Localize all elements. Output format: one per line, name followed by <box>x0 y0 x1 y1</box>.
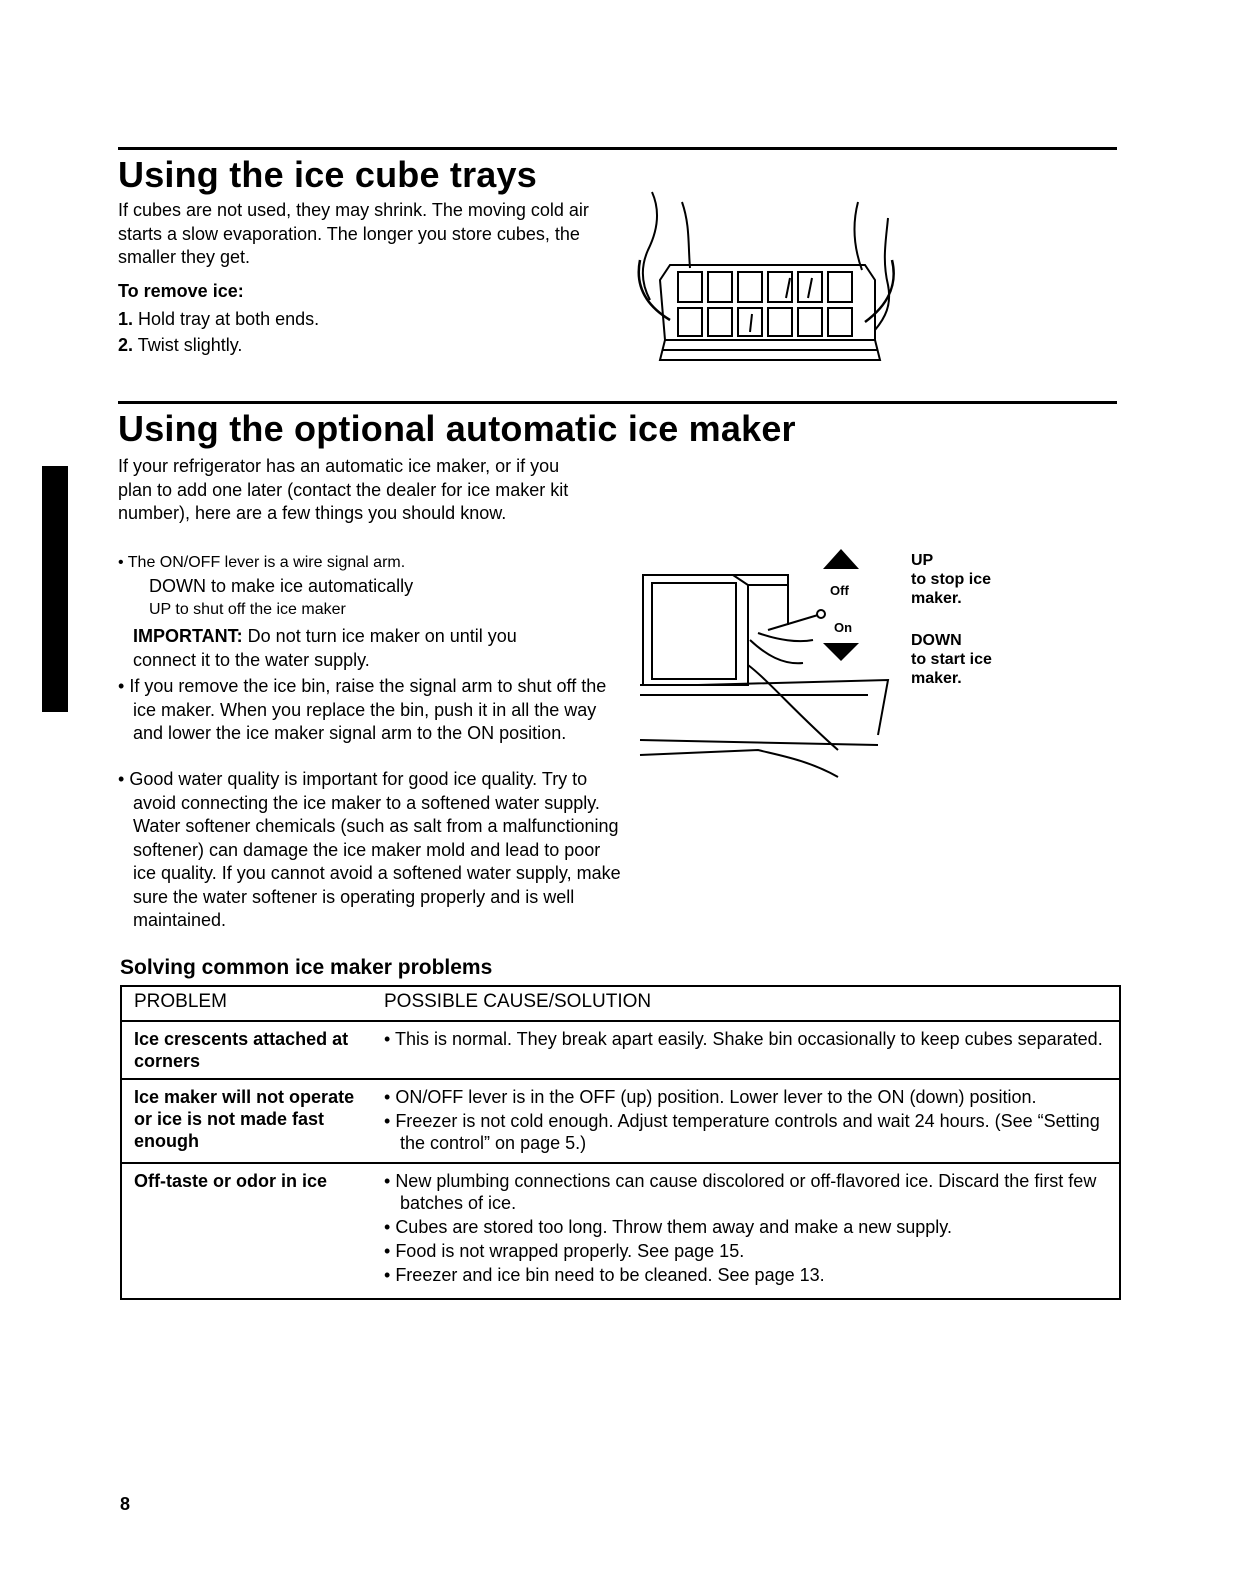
section-title-ice-trays: Using the ice cube trays <box>118 154 537 195</box>
remove-ice-heading: To remove ice: <box>118 281 244 301</box>
section-tab-marker <box>42 466 68 712</box>
table-row <box>121 1079 1120 1163</box>
solution-item: • Food is not wrapped properly. See page 15. <box>384 1240 1105 1262</box>
solution-item: • This is normal. They break apart easily. Shake bin occasionally to keep cubes separated. <box>384 1028 1105 1050</box>
bullet-onoff-lever: • The ON/OFF lever is a wire signal arm. <box>118 551 598 575</box>
solution-item: • Cubes are stored too long. Throw them away and make a new supply. <box>384 1216 1105 1238</box>
problem-cell: Ice crescents attached at corners <box>121 1021 372 1079</box>
up-label: UP to stop ice maker. <box>911 552 992 607</box>
on-label: On <box>834 620 853 635</box>
table-row <box>121 1021 1120 1079</box>
problem-cell: Ice maker will not operate or ice is not made fast enough <box>121 1079 372 1163</box>
step-2: 2. Twist slightly. <box>118 335 243 355</box>
bullet-water-quality: • Good water quality is important for good ice quality. Try to avoid connecting the ice maker to a softened water supply. Water softener chemicals (such as salt from a malfunctioning softener) can damage the ice maker mold and lead to poor ice quality. If you cannot avoid a softened water supply, make sure the water softener is operating properly and is well maintained. <box>118 768 623 933</box>
solution-item: • Freezer is not cold enough. Adjust temperature controls and wait 24 hours. (See “Setting the control” on page 5.) <box>384 1110 1105 1154</box>
step-1: 1. Hold tray at both ends. <box>118 309 320 329</box>
ice-tray-illustration <box>630 190 900 375</box>
important-note: IMPORTANT: Do not turn ice maker on until you connect it to the water supply. <box>133 626 517 670</box>
ice-trays-intro: If cubes are not used, they may shrink. The moving cold air starts a slow evaporation. The longer you store cubes, the smaller they get. <box>118 200 589 267</box>
ice-maker-illustration <box>638 545 898 785</box>
problems-table <box>120 985 1121 1300</box>
down-label: DOWN to start ice maker. <box>911 632 992 687</box>
up-instruction: UP to shut off the ice maker <box>149 601 346 618</box>
solution-item: • New plumbing connections can cause discolored or off-flavored ice. Discard the first few batches of ice. <box>384 1170 1105 1214</box>
section-rule-middle <box>118 401 1117 404</box>
table-header-row <box>121 986 1120 1021</box>
section-title-ice-maker: Using the optional automatic ice maker <box>118 408 796 449</box>
solution-item: • Freezer and ice bin need to be cleaned. See page 13. <box>384 1264 1105 1286</box>
page-number: 8 <box>120 1494 131 1514</box>
off-label: Off <box>830 583 849 598</box>
remove-ice-steps <box>118 306 319 358</box>
down-instruction: DOWN to make ice automatically <box>149 576 414 596</box>
ice-maker-intro: If your refrigerator has an automatic ice maker, or if you plan to add one later (contact the dealer for ice maker kit number), here are a few things you should know. <box>118 456 569 523</box>
bullet-remove-bin: • If you remove the ice bin, raise the signal arm to shut off the ice maker. When you replace the bin, push it in all the way and lower the ice maker signal arm to the ON position. <box>118 675 623 746</box>
solution-cell <box>372 1021 1120 1079</box>
problems-heading: Solving common ice maker problems <box>120 956 493 979</box>
col-problem-header: PROBLEM <box>121 986 372 1021</box>
section-rule-top <box>118 147 1117 150</box>
solution-cell <box>372 1079 1120 1163</box>
solution-item: • ON/OFF lever is in the OFF (up) position. Lower lever to the ON (down) position. <box>384 1086 1105 1108</box>
col-solution-header: POSSIBLE CAUSE/SOLUTION <box>372 986 1120 1021</box>
table-row <box>121 1163 1120 1299</box>
problem-cell: Off-taste or odor in ice <box>121 1163 372 1299</box>
solution-cell <box>372 1163 1120 1299</box>
